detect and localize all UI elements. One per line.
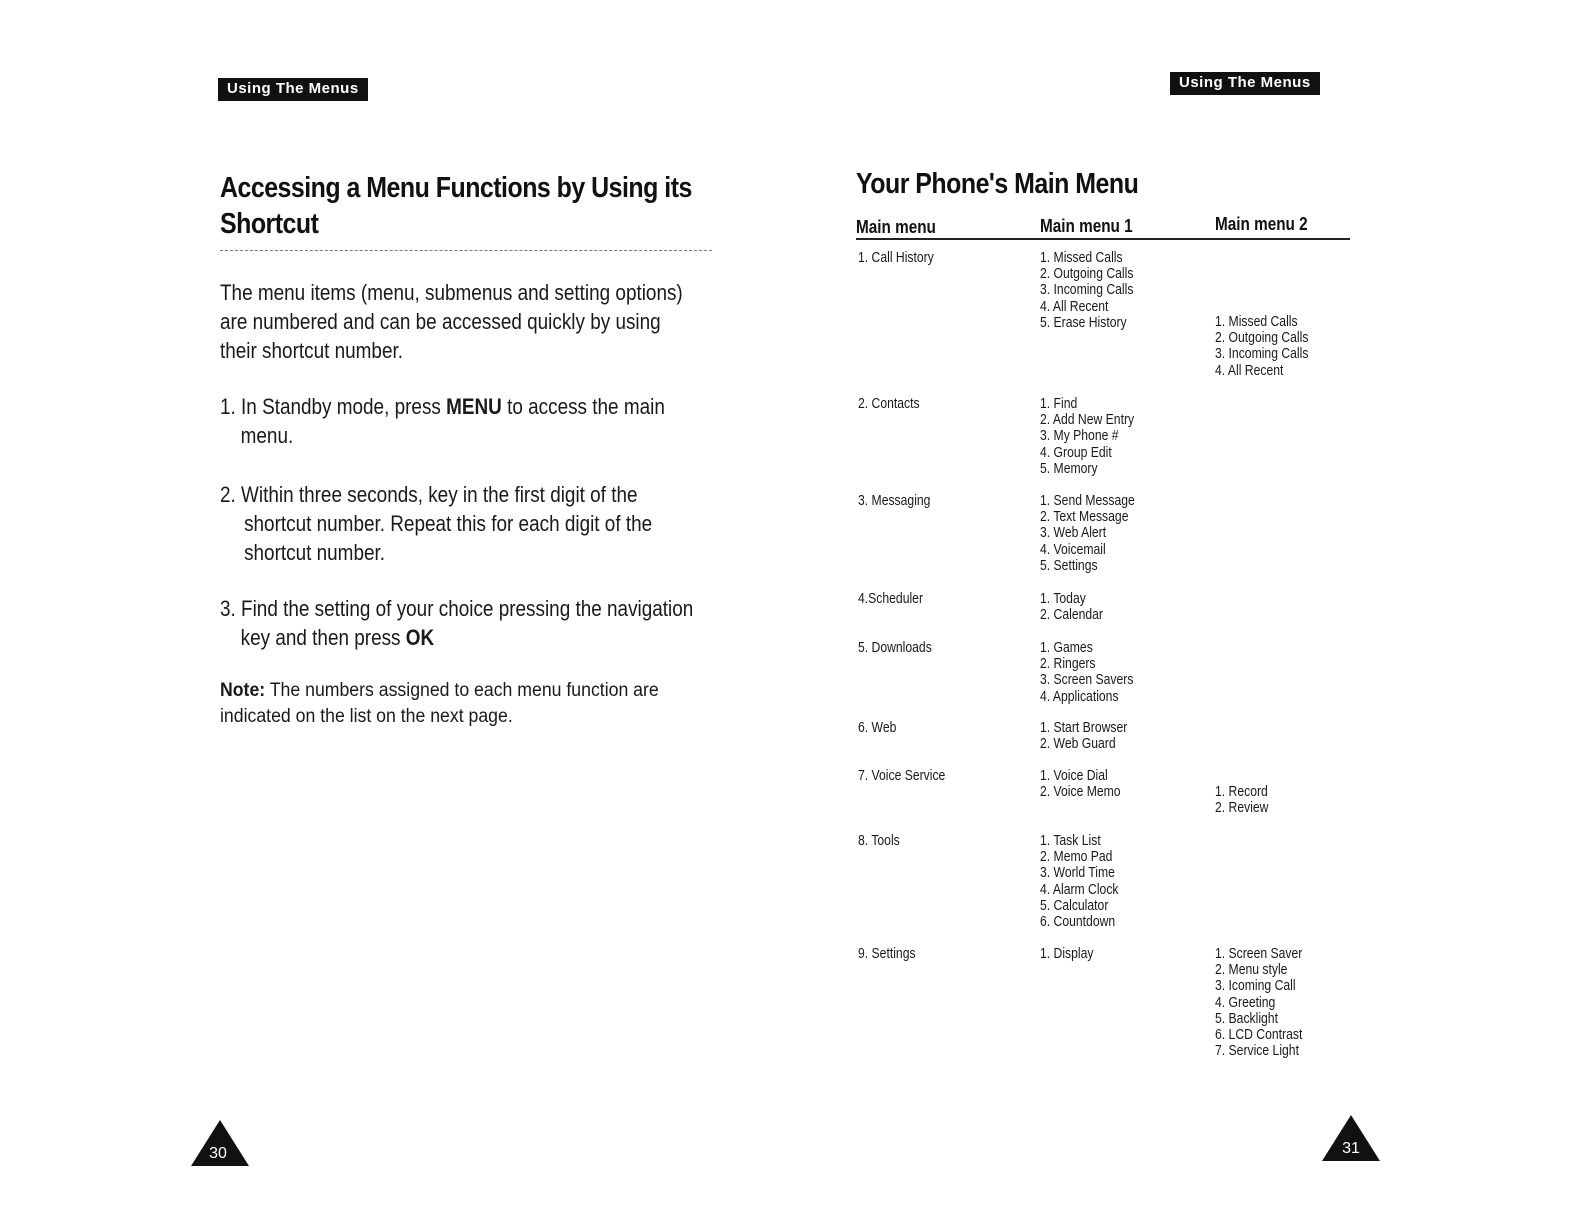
submenu-1-item: 3. Web Alert: [1040, 525, 1107, 542]
main-menu-item: 3. Messaging: [858, 493, 931, 509]
main-menu-item: 2. Contacts: [858, 396, 920, 412]
submenu-1-item: 4. Alarm Clock: [1040, 881, 1119, 898]
submenu-1-list: [1040, 493, 1135, 574]
submenu-1-item: 6. Countdown: [1040, 914, 1116, 931]
submenu-1-item: 4. Applications: [1040, 688, 1119, 705]
title-line-1: Accessing a Menu Functions by Using its: [220, 172, 692, 204]
submenu-1-item: 3. World Time: [1040, 865, 1115, 882]
submenu-1-item: 4. Group Edit: [1040, 444, 1112, 461]
submenu-1-item: 2. Outgoing Calls: [1040, 266, 1134, 283]
submenu-1-item: 3. My Phone #: [1040, 428, 1119, 445]
main-menu-item: 9. Settings: [858, 946, 916, 962]
submenu-1-item: 2. Memo Pad: [1040, 849, 1113, 866]
section-tab-right: Using The Menus: [1170, 72, 1320, 95]
page-number-triangle-right: [1321, 1113, 1381, 1163]
submenu-2-list: [1215, 784, 1268, 816]
step3-text: key and then press: [240, 625, 406, 650]
menu-key-label: MENU: [446, 394, 502, 419]
submenu-1-item: 1. Games: [1040, 640, 1093, 656]
submenu-1-item: 3. Incoming Calls: [1040, 282, 1134, 299]
intro-line: are numbered and can be accessed quickly by using: [220, 309, 661, 334]
step1-text-end: to access the main: [501, 394, 665, 419]
submenu-2-list: [1215, 946, 1302, 1059]
submenu-1-item: 4. Voicemail: [1040, 541, 1106, 558]
submenu-1-list: [1040, 396, 1134, 477]
note-text-line2: indicated on the list on the next page.: [220, 706, 513, 727]
submenu-1-list: [1040, 720, 1127, 752]
step2-line: shortcut number.: [244, 540, 386, 565]
submenu-1-item: 2. Web Guard: [1040, 736, 1116, 753]
column-header-main-menu-2: Main menu 2: [1215, 214, 1308, 234]
step-1: [220, 392, 665, 450]
main-menu-item: 4.Scheduler: [858, 591, 924, 607]
step-3: [220, 594, 693, 652]
note-text: The numbers assigned to each menu function are: [265, 680, 659, 701]
main-menu-item: 1. Call History: [858, 250, 934, 266]
step2-line: shortcut number. Repeat this for each digit of the: [244, 511, 653, 536]
header-rule: [856, 238, 1350, 240]
submenu-2-item: 6. LCD Contrast: [1215, 1027, 1303, 1044]
submenu-1-item: 3. Screen Savers: [1040, 672, 1134, 689]
submenu-1-list: [1040, 640, 1133, 705]
submenu-1-item: 5. Calculator: [1040, 897, 1109, 914]
page-number: 30: [209, 1145, 227, 1162]
submenu-1-item: 5. Erase History: [1040, 314, 1127, 331]
intro-paragraph: [220, 278, 683, 365]
title-line-2: Shortcut: [220, 208, 319, 240]
submenu-2-item: 7. Service Light: [1215, 1043, 1299, 1060]
submenu-1-item: 1. Today: [1040, 591, 1086, 607]
main-menu-item: 5. Downloads: [858, 640, 932, 656]
submenu-2-item: 3. Incoming Calls: [1215, 346, 1309, 363]
submenu-1-item: 1. Start Browser: [1040, 720, 1128, 736]
page-number-triangle-left: [190, 1118, 250, 1168]
ok-key-label: OK: [405, 625, 435, 650]
step2-line: 2. Within three seconds, key in the first digit of the: [220, 482, 638, 507]
submenu-1-item: 1. Send Message: [1040, 493, 1135, 509]
main-menu-item: 7. Voice Service: [858, 768, 946, 784]
main-menu-item: 6. Web: [858, 720, 897, 736]
submenu-2-list: [1215, 314, 1308, 379]
submenu-2-item: 3. Icoming Call: [1215, 978, 1296, 995]
submenu-2-item: 2. Outgoing Calls: [1215, 330, 1309, 347]
main-menu-item: 8. Tools: [858, 833, 900, 849]
title-divider: [220, 250, 712, 251]
submenu-1-list: [1040, 768, 1121, 800]
section-tab-left: Using The Menus: [218, 78, 368, 101]
page-number: 31: [1342, 1140, 1360, 1157]
submenu-1-item: 1. Voice Dial: [1040, 768, 1108, 784]
column-header-main-menu-1: Main menu 1: [1040, 216, 1133, 236]
submenu-1-item: 2. Add New Entry: [1040, 412, 1135, 429]
submenu-2-item: 2. Menu style: [1215, 962, 1288, 979]
submenu-1-item: 5. Settings: [1040, 557, 1098, 574]
submenu-1-item: 1. Missed Calls: [1040, 250, 1123, 266]
note: [220, 678, 659, 730]
column-header-main-menu: Main menu: [856, 217, 936, 237]
submenu-1-item: 5. Memory: [1040, 460, 1098, 477]
page-title-right: Your Phone's Main Menu: [856, 168, 1139, 200]
submenu-1-item: 2. Calendar: [1040, 607, 1103, 624]
submenu-2-item: 1. Screen Saver: [1215, 946, 1303, 962]
submenu-1-item: 1. Find: [1040, 396, 1078, 412]
intro-line: their shortcut number.: [220, 338, 403, 363]
submenu-2-item: 4. All Recent: [1215, 362, 1284, 379]
submenu-2-item: 5. Backlight: [1215, 1010, 1278, 1027]
submenu-2-item: 1. Record: [1215, 784, 1268, 800]
step3-line: 3. Find the setting of your choice pressing the navigation: [220, 596, 694, 621]
submenu-2-item: 2. Review: [1215, 800, 1269, 817]
submenu-2-item: 1. Missed Calls: [1215, 314, 1298, 330]
note-label: Note:: [220, 680, 266, 701]
submenu-1-item: 2. Voice Memo: [1040, 784, 1121, 801]
intro-line: The menu items (menu, submenus and setting options): [220, 280, 683, 305]
submenu-1-item: 4. All Recent: [1040, 298, 1109, 315]
submenu-1-item: 1. Task List: [1040, 833, 1101, 849]
step-2: [220, 480, 652, 567]
submenu-1-list: [1040, 946, 1093, 962]
page-title-left: [220, 170, 692, 242]
submenu-2-item: 4. Greeting: [1215, 994, 1276, 1011]
submenu-1-list: [1040, 250, 1133, 331]
step1-text: 1. In Standby mode, press: [220, 394, 447, 419]
submenu-1-list: [1040, 591, 1103, 623]
submenu-1-item: 2. Text Message: [1040, 509, 1129, 526]
step1-continuation: menu.: [240, 423, 294, 448]
submenu-1-item: 2. Ringers: [1040, 656, 1096, 673]
submenu-1-item: 1. Display: [1040, 946, 1094, 962]
submenu-1-list: [1040, 833, 1119, 930]
